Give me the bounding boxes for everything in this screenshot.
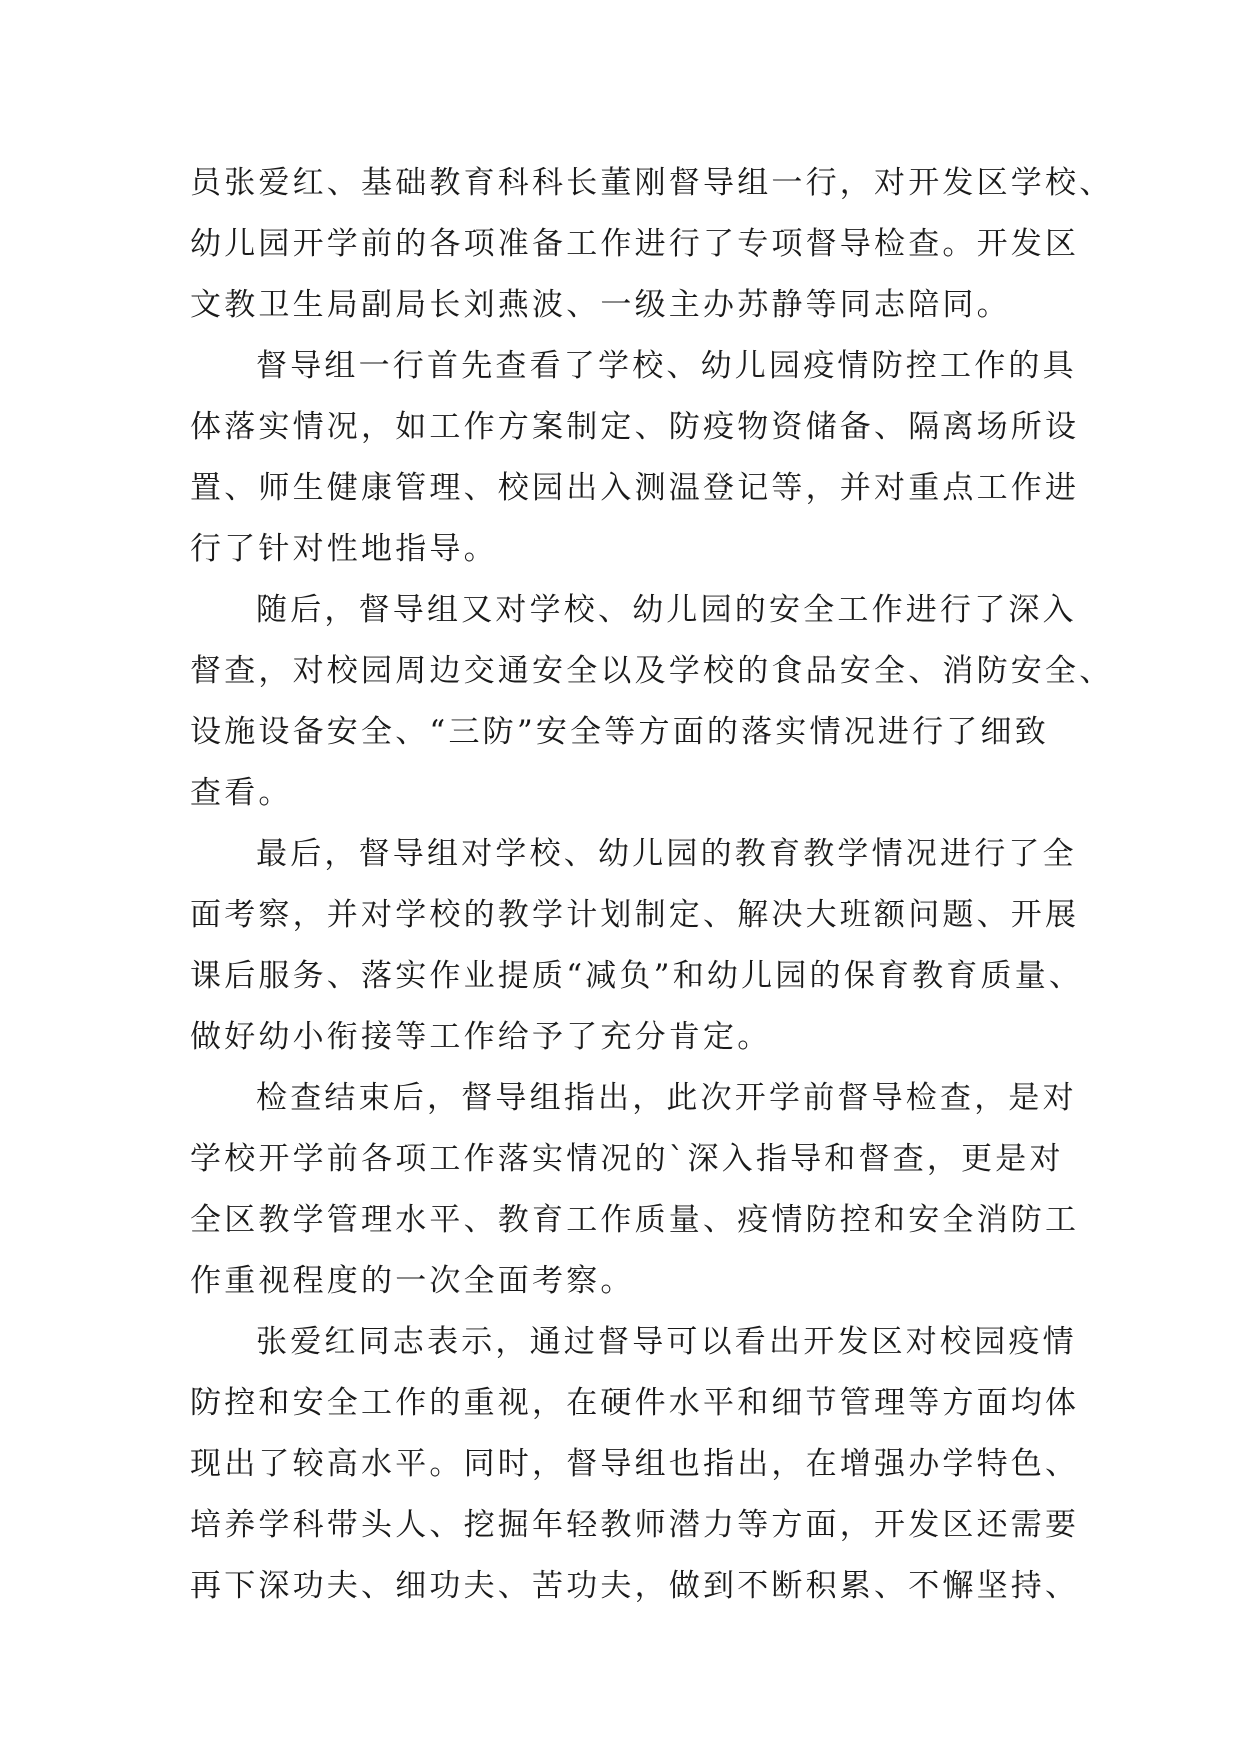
document-body (190, 153, 1114, 1617)
text-line: 文教卫生局副局长刘燕波、一级主办苏静等同志陪同。 (190, 287, 1011, 323)
text-line: 督查，对校园周边交通安全以及学校的食品安全、消防安全、 (190, 653, 1114, 689)
paragraph-start-line: 张爱红同志表示，通过督导可以看出开发区对校园疫情 (256, 1324, 1077, 1360)
paragraph-start-line: 随后，督导组又对学校、幼儿园的安全工作进行了深入 (256, 592, 1077, 628)
text-line: 设施设备安全、“三防”安全等方面的落实情况进行了细致 (190, 714, 1049, 750)
text-line: 面考察，并对学校的教学计划制定、解决大班额问题、开展 (190, 897, 1080, 933)
text-line: 查看。 (190, 775, 293, 811)
text-line: 幼儿园开学前的各项准备工作进行了专项督导检查。开发区 (190, 226, 1080, 262)
text-line: 体落实情况，如工作方案制定、防疫物资储备、隔离场所设 (190, 409, 1080, 445)
text-line: 做好幼小衔接等工作给予了充分肯定。 (190, 1019, 772, 1055)
text-line: 再下深功夫、细功夫、苦功夫，做到不断积累、不懈坚持、 (190, 1568, 1080, 1604)
text-line: 防控和安全工作的重视，在硬件水平和细节管理等方面均体 (190, 1385, 1080, 1421)
text-line: 学校开学前各项工作落实情况的`深入指导和督查，更是对 (190, 1141, 1064, 1177)
text-line: 课后服务、落实作业提质“减负”和幼儿园的保育教育质量、 (190, 958, 1084, 994)
paragraph-start-line: 检查结束后，督导组指出，此次开学前督导检查，是对 (256, 1080, 1077, 1116)
text-line: 置、师生健康管理、校园出入测温登记等，并对重点工作进 (190, 470, 1080, 506)
text-line: 培养学科带头人、挖掘年轻教师潜力等方面，开发区还需要 (190, 1507, 1080, 1543)
text-line: 现出了较高水平。同时，督导组也指出，在增强办学特色、 (190, 1446, 1080, 1482)
paragraph-start-line: 最后，督导组对学校、幼儿园的教育教学情况进行了全 (256, 836, 1077, 872)
text-line: 员张爱红、基础教育科科长董刚督导组一行，对开发区学校、 (190, 165, 1114, 201)
text-line: 作重视程度的一次全面考察。 (190, 1263, 635, 1299)
paragraph-start-line: 督导组一行首先查看了学校、幼儿园疫情防控工作的具 (256, 348, 1077, 384)
text-line: 行了针对性地指导。 (190, 531, 498, 567)
text-line: 全区教学管理水平、教育工作质量、疫情防控和安全消防工 (190, 1202, 1080, 1238)
